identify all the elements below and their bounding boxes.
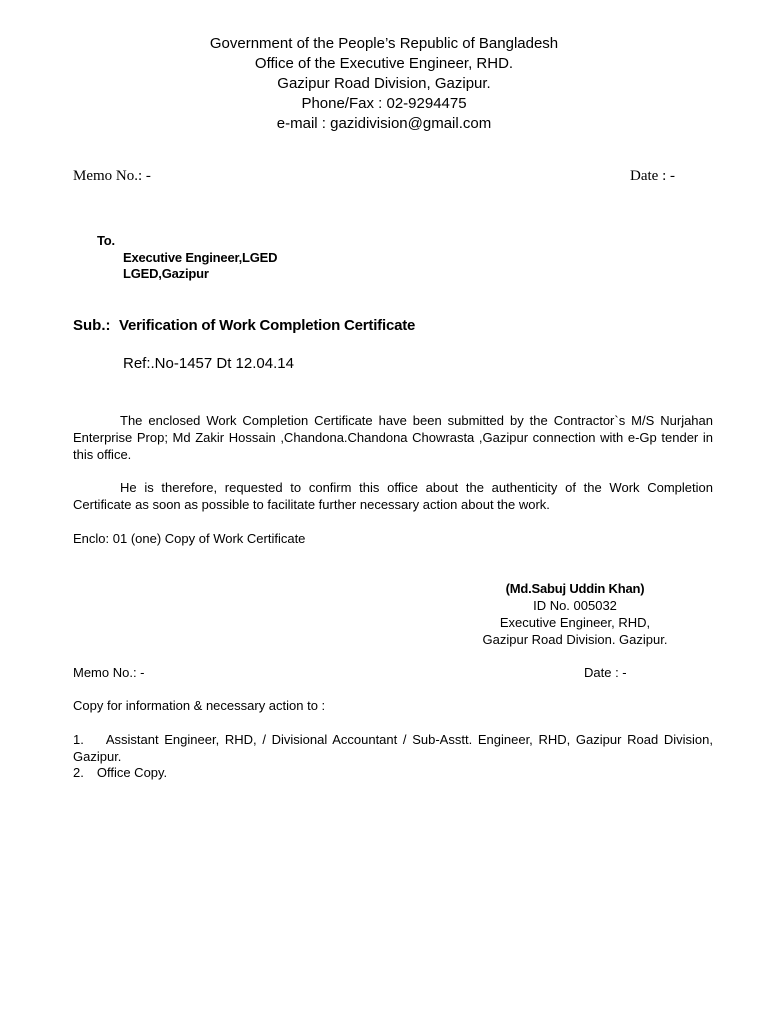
copy-item-text: Office Copy. — [96, 765, 168, 780]
copy-list-item — [73, 731, 713, 765]
subject-label: Sub.: — [73, 317, 111, 334]
copy-item-number: 2. — [73, 765, 84, 780]
signature-block — [430, 580, 720, 648]
letterhead-email: e-mail : gazidivision@gmail.com — [276, 115, 492, 132]
paragraph-1: The enclosed Work Completion Certificate have been submitted by the Contractor`s M/S Nurjahan Enterprise Prop; Md Zakir Hossain ,Chandona.Chandona Chowrasta ,Gazipur connection with e-Gp tender in this office. — [73, 413, 713, 462]
letterhead-government: Government of the People’s Republic of Bangladesh — [209, 35, 559, 52]
to-label: To. — [97, 233, 115, 248]
enclosure: Enclo: 01 (one) Copy of Work Certificate — [73, 531, 306, 546]
addressee-line2: LGED,Gazipur — [123, 266, 209, 281]
paragraph-2: He is therefore, requested to confirm this office about the authenticity of the Work Completion Certificate as soon as possible to facilitate further necessary action about the work. — [73, 480, 713, 512]
copy-item-text: Assistant Engineer, RHD, / Divisional Accountant / Sub-Asstt. Engineer, RHD, Gazipur Road Division, Gazipur. — [73, 732, 713, 764]
subject-text: Verification of Work Completion Certificate — [119, 317, 416, 334]
memo-no-bottom: Memo No.: - — [73, 665, 145, 680]
copy-item-number: 1. — [73, 732, 84, 747]
signatory-office: Gazipur Road Division. Gazipur. — [482, 632, 668, 647]
letterhead — [0, 34, 768, 134]
memo-no-top: Memo No.: - — [73, 168, 151, 184]
reference: Ref:.No-1457 Dt 12.04.14 — [123, 355, 294, 372]
date-top: Date : - — [630, 168, 675, 184]
signatory-name: (Md.Sabuj Uddin Khan) — [505, 581, 645, 596]
copy-intro: Copy for information & necessary action to : — [73, 698, 326, 713]
letterhead-phone: Phone/Fax : 02-9294475 — [301, 95, 467, 112]
letterhead-division: Gazipur Road Division, Gazipur. — [277, 75, 491, 92]
signatory-id: ID No. 005032 — [533, 598, 617, 613]
date-bottom: Date : - — [584, 665, 627, 680]
addressee-line1: Executive Engineer,LGED — [123, 250, 278, 265]
letterhead-office: Office of the Executive Engineer, RHD. — [254, 55, 514, 72]
signatory-title: Executive Engineer, RHD, — [499, 615, 651, 630]
copy-list-item — [73, 764, 167, 781]
